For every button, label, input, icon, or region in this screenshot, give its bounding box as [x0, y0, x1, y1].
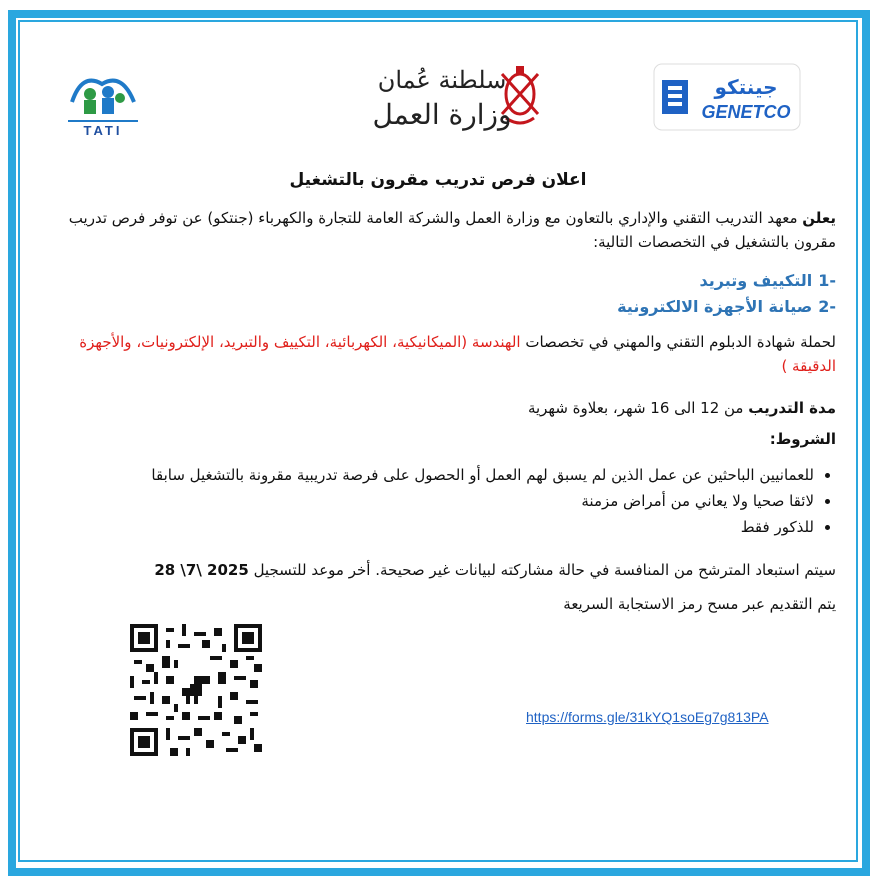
notice-paragraph: [40, 558, 836, 582]
eligibility-paragraph: [40, 330, 836, 378]
specialty-number: -1: [818, 271, 836, 290]
intro-lead: يعلن: [802, 209, 836, 227]
condition-item: • لائقا صحيا ولا يعاني من أمراض مزمنة: [40, 488, 814, 514]
ministry-logo-line1: سلطنة عُمان: [377, 66, 507, 94]
genetco-logo-ar: جينتكو: [714, 75, 778, 99]
deadline-date: 28 \7\ 2025: [154, 561, 249, 579]
genetco-logo-en: GENETCO: [701, 102, 791, 122]
announcement-document: [40, 40, 836, 860]
specialty-label: صيانة الأجهزة الالكترونية: [617, 297, 813, 316]
duration-text: من 12 الى 16 شهر، بعلاوة شهرية: [527, 399, 749, 417]
registration-form-link[interactable]: https://forms.gle/31kYQ1soEg7g813PA: [526, 709, 769, 725]
conditions-list: [40, 462, 836, 540]
intro-paragraph: [40, 206, 836, 254]
qr-code[interactable]: [130, 624, 262, 756]
genetco-logo: [652, 62, 802, 132]
notice-text: سيتم استبعاد المترشح من المنافسة في حالة مشاركته لبيانات غير صحيحة. أخر موعد للتسجيل: [248, 561, 836, 579]
conditions-title: الشروط:: [769, 430, 836, 448]
specialty-item: [40, 268, 836, 294]
announcement-title: اعلان فرص تدريب مقرون بالتشغيل: [289, 170, 587, 190]
duration-label: مدة التدريب: [748, 399, 836, 417]
eligibility-highlight: الهندسة (الميكانيكية، الكهربائية، التكييف والتبريد، الإلكترونيات، والأجهزة الدقيقة ): [79, 333, 836, 375]
intro-text: معهد التدريب التقني والإداري بالتعاون مع وزارة العمل والشركة العامة للتجارة والكهرباء (جنتكو) عن توفر فرص تدريب مقرون بالتشغيل في التخصصات التالية:: [68, 209, 836, 251]
ministry-logo-line2: وزارة العمل: [372, 98, 512, 131]
tati-logo: [62, 62, 144, 138]
ministry-of-labour-logo: [330, 56, 560, 136]
specialty-number: -2: [818, 297, 836, 316]
specialties-list: [40, 268, 836, 320]
apply-instruction: يتم التقديم عبر مسح رمز الاستجابة السريعة: [563, 595, 836, 613]
duration-paragraph: [40, 396, 836, 420]
tati-logo-text: TATI: [83, 123, 123, 138]
specialty-label: التكييف وتبريد: [699, 271, 813, 290]
condition-item: • للذكور فقط: [40, 514, 814, 540]
eligibility-prefix: لحملة شهادة الدبلوم التقني والمهني في تخصصات: [520, 333, 836, 351]
condition-item: • للعمانيين الباحثين عن عمل الذين لم يسبق لهم العمل أو الحصول على فرصة تدريبية مقرونة بالتشغيل سابقا: [40, 462, 814, 488]
specialty-item: [40, 294, 836, 320]
